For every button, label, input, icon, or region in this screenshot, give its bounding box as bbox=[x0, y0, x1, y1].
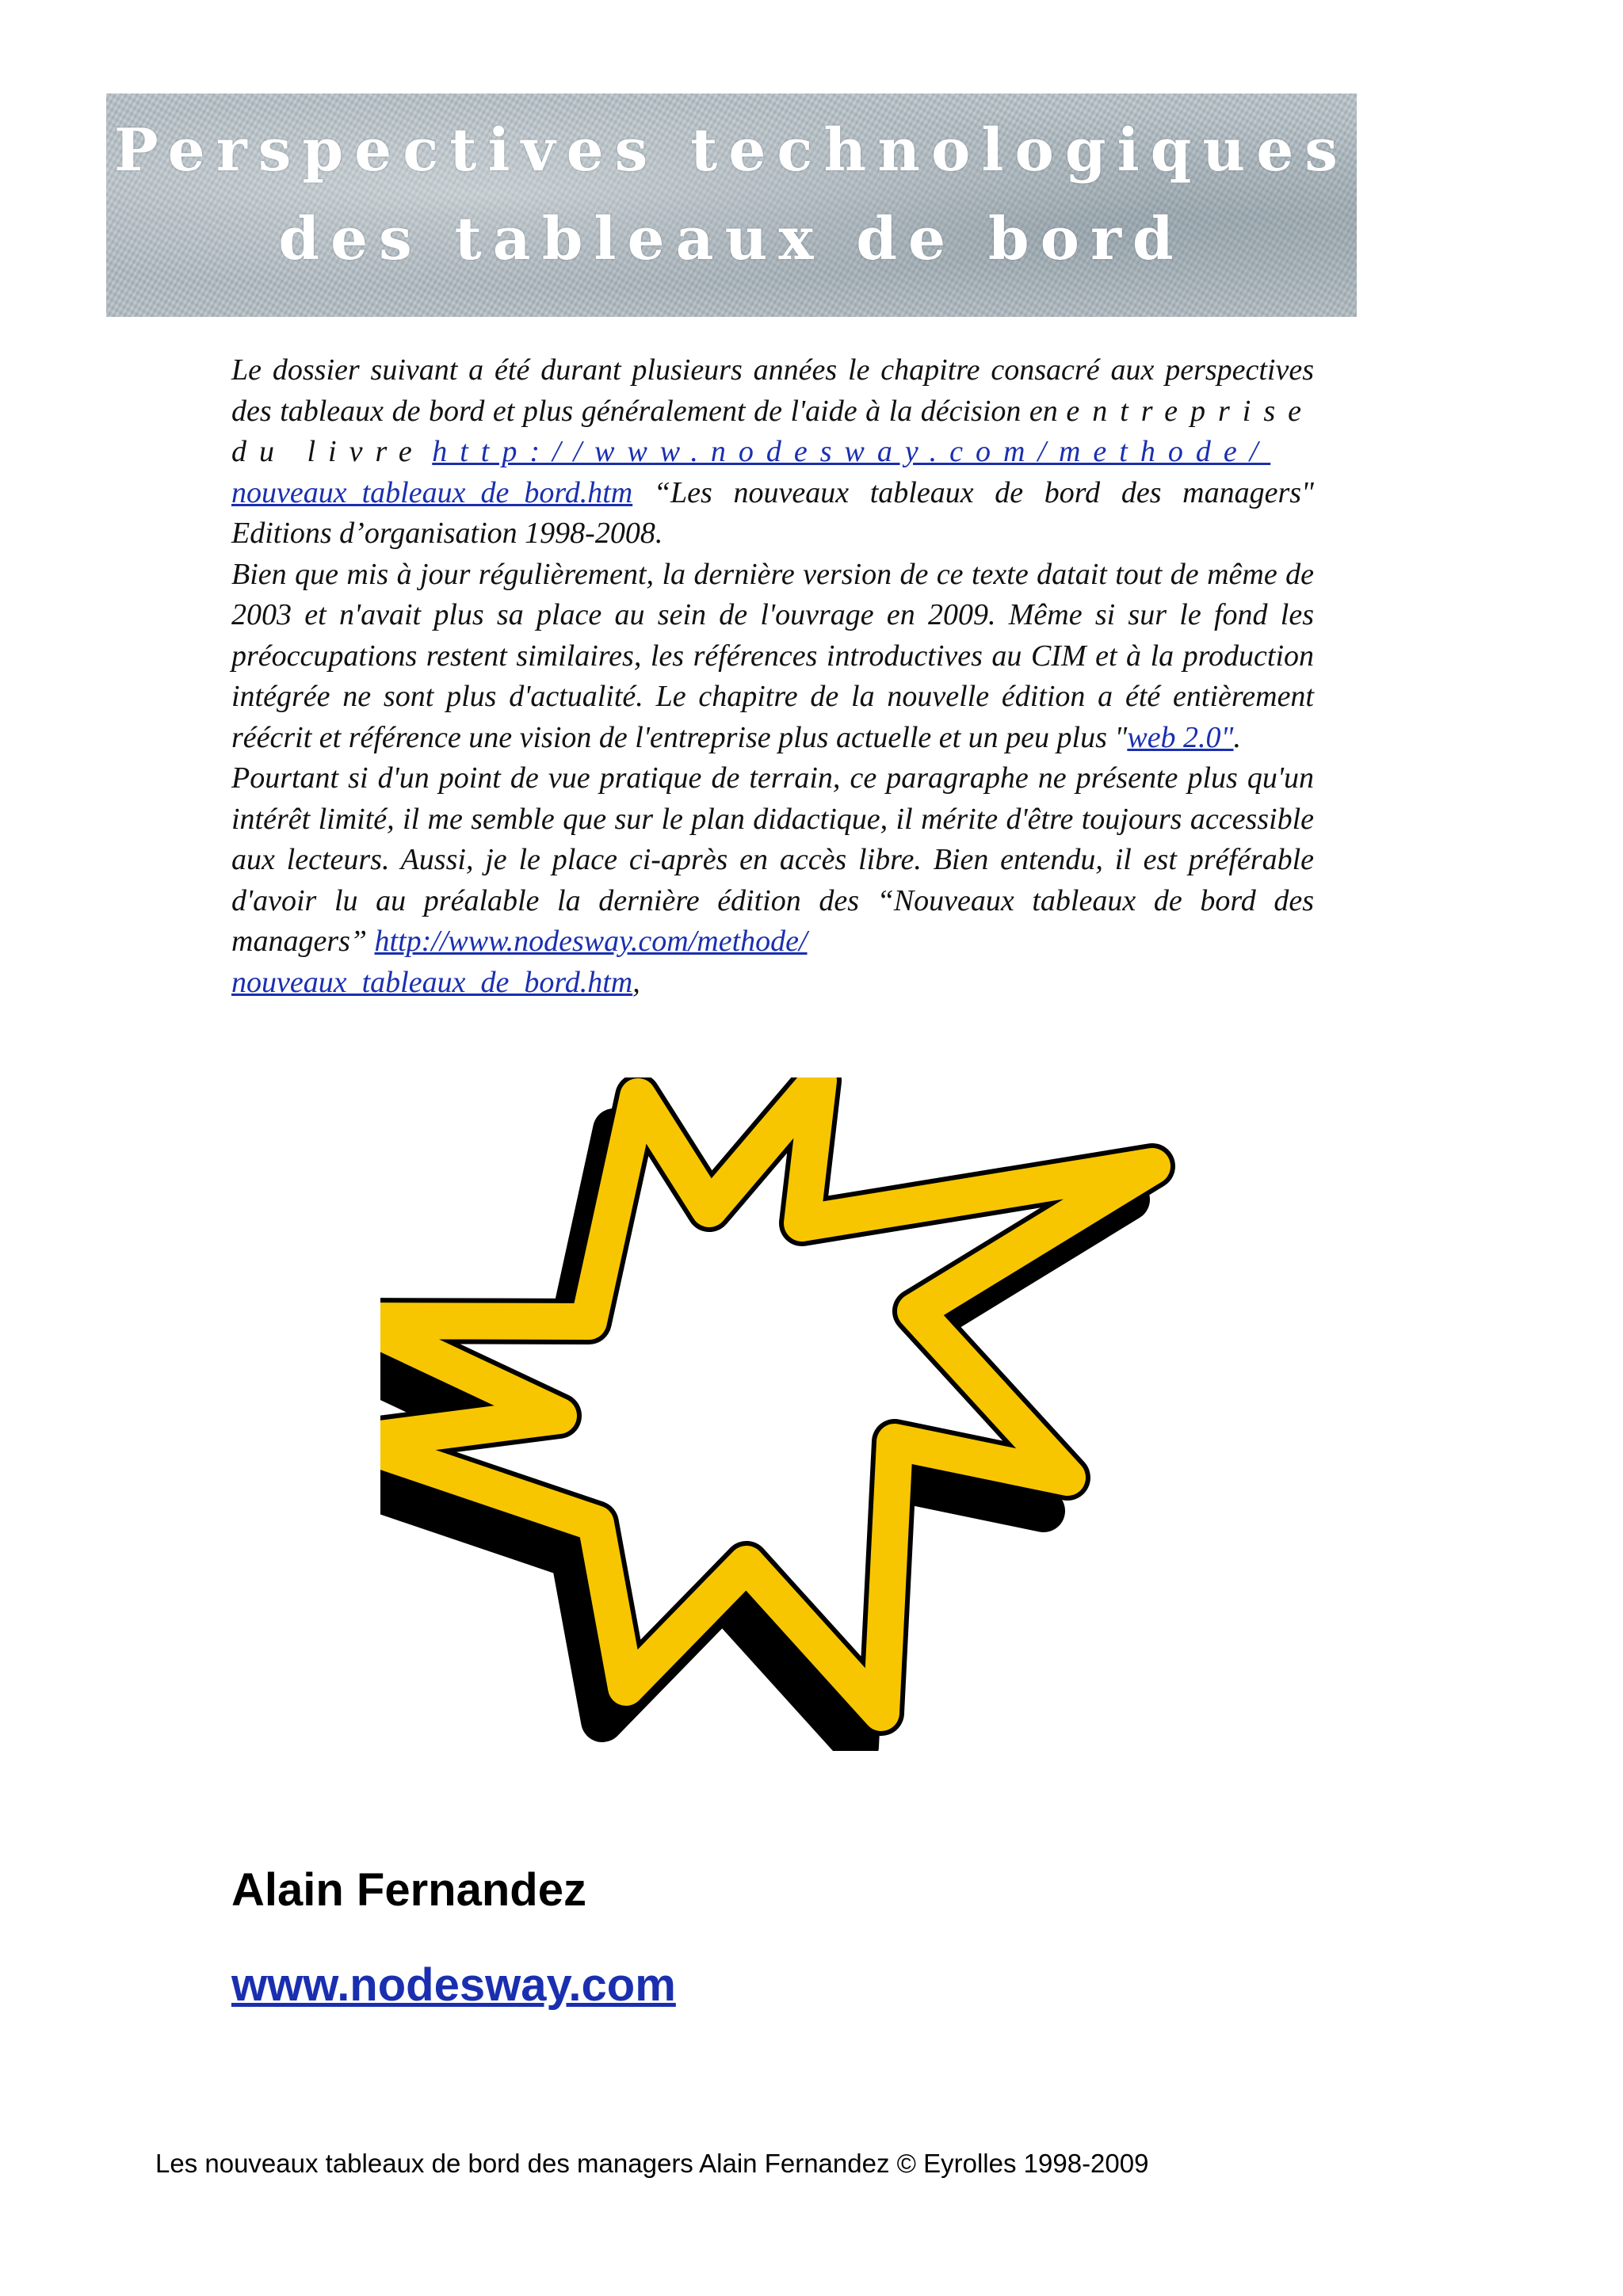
intro-paragraph-2 bbox=[231, 555, 1314, 759]
star-illustration bbox=[380, 1077, 1189, 1751]
title-banner bbox=[106, 93, 1357, 317]
book-link-1-cont[interactable]: nouveaux_tableaux_de_bord.htm bbox=[231, 475, 633, 509]
banner-title-line-1: Perspectives technologiques bbox=[114, 116, 1349, 185]
book-link-2[interactable]: http://www.nodesway.com/methode/ bbox=[374, 925, 808, 958]
book-link-1[interactable]: http://www.nodesway.com/methode/ bbox=[432, 435, 1271, 468]
banner-title-line-2: des tableaux de bord bbox=[278, 205, 1185, 273]
author-name: Alain Fernandez bbox=[231, 1864, 586, 1916]
banner-title bbox=[106, 106, 1357, 284]
book-link-2-cont[interactable]: nouveaux_tableaux_de_bord.htm bbox=[231, 965, 633, 999]
intro-p3-text: Pourtant si d'un point de vue pratique de terrain, ce paragraphe ne présente plus qu'un intérêt limité, il me semble que sur le plan didactique, il mérite d'être toujours accessible aux lecteurs. Aussi, je le place ci-après en accès libre. Bien entendu, il est préférable d'avoir lu au préalable la dernière édition des “Nouveaux tableaux de bord des managers” bbox=[231, 761, 1314, 958]
website-link[interactable]: www.nodesway.com bbox=[231, 1959, 676, 2011]
intro-p1-text-2: “Les nouveaux tableaux de bord des managers" Editions d’organisation 1998-2008. bbox=[231, 475, 1315, 550]
page-footer: Les nouveaux tableaux de bord des managers Alain Fernandez © Eyrolles 1998-2009 bbox=[155, 2149, 1149, 2178]
intro-p2-text: Bien que mis à jour régulièrement, la dernière version de ce texte datait tout de même de 2003 et n'avait plus sa place au sein de l'ouvrage en 2009. Même si sur le fond les préoccupations restent similaires, les références introductives au CIM et à la production intégrée ne sont plus d'actualité. Le chapitre de la nouvelle édition a été entièrement réécrit et référence une vision de l'entreprise plus actuelle et un peu plus " bbox=[231, 557, 1314, 754]
intro-paragraph-3 bbox=[231, 758, 1314, 1003]
intro-p2-end: . bbox=[1233, 720, 1242, 754]
star-icon bbox=[380, 1077, 1189, 1751]
intro-text bbox=[231, 350, 1314, 1003]
intro-p3-end: , bbox=[632, 965, 640, 999]
intro-paragraph-1 bbox=[231, 350, 1314, 555]
intro-p1-spaced-text: entreprise du livre bbox=[231, 394, 1314, 468]
intro-p1-text: Le dossier suivant a été durant plusieurs années le chapitre consacré aux perspectives des tableaux de bord et plus généralement de l'aide à la décision en bbox=[231, 353, 1314, 428]
web20-link[interactable]: web 2.0" bbox=[1127, 720, 1234, 754]
